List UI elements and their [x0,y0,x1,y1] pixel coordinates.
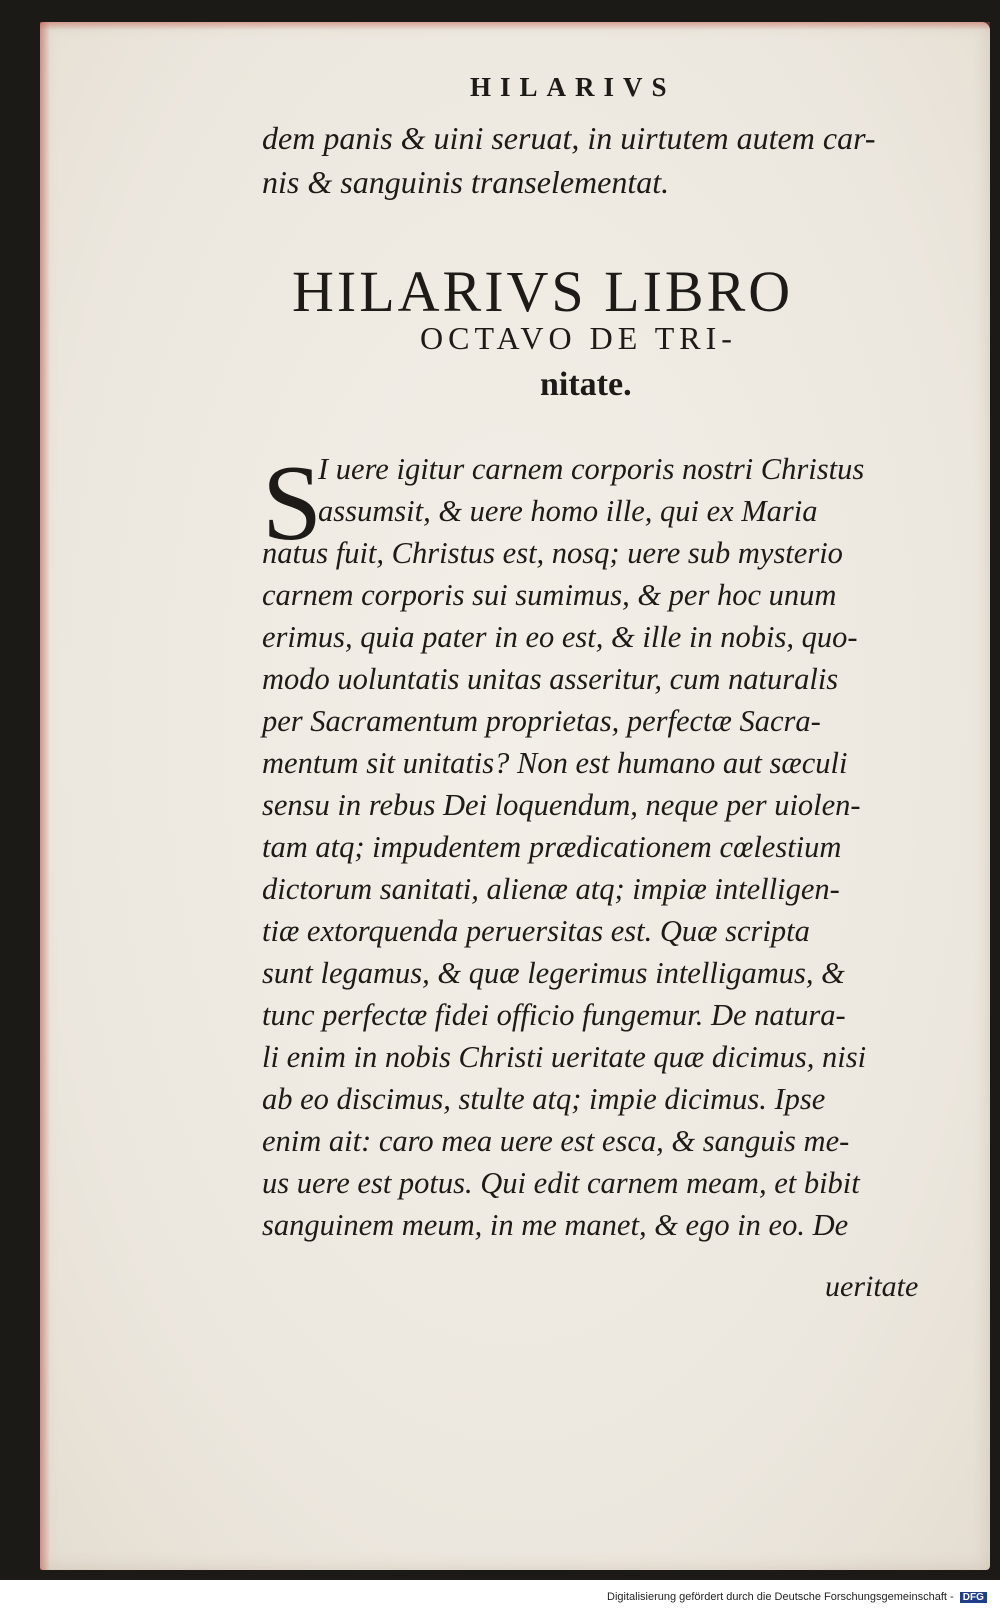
page-edge-stain [40,22,50,1570]
drop-cap: S [262,444,323,563]
catchword: ueritate [825,1270,919,1303]
body-line: sensu in rebus Dei loquendum, neque per uiolen- [262,788,861,822]
body-line: erimus, quia pater in eo est, & ille in nobis, quo- [262,620,858,654]
running-head: HILARIVS [470,72,676,102]
chapter-subtitle-end: nitate. [540,366,632,403]
carryover-line: nis & sanguinis transelementat. [262,164,670,200]
body-line: modo uoluntatis unitas asseritur, cum naturalis [262,662,839,696]
body-line: carnem corporis sui sumimus, & per hoc unum [262,578,837,612]
dfg-logo: DFG [960,1592,987,1603]
body-line: dictorum sanitati, alienæ atq; impiæ intelligen- [262,872,840,906]
credit-text: Digitalisierung gefördert durch die Deutsche Forschungsgemeinschaft - [607,1591,954,1603]
body-line: mentum sit unitatis? Non est humano aut sæculi [262,746,848,780]
page-top-stain [40,22,990,30]
body-line: li enim in nobis Christi ueritate quæ dicimus, nisi [262,1040,867,1074]
body-line: tam atq; impudentem prædicationem cœlestium [262,830,842,864]
body-line: per Sacramentum proprietas, perfectæ Sacra- [262,704,821,738]
carryover-line: dem panis & uini seruat, in uirtutem autem car- [262,120,876,156]
digitization-credit [607,1591,987,1603]
body-line: us uere est potus. Qui edit carnem meam, et bibit [262,1166,860,1200]
body-line: sanguinem meum, in me manet, & ego in eo. De [262,1208,849,1242]
body-line: natus fuit, Christus est, nosq; uere sub mysterio [262,536,843,570]
body-line: enim ait: caro mea uere est esca, & sanguis me- [262,1124,850,1158]
body-line: tunc perfectæ fidei officio fungemur. De natura- [262,998,846,1032]
body-line: I uere igitur carnem corporis nostri Christus [318,452,865,486]
body-line: assumsit, & uere homo ille, qui ex Maria [318,494,818,528]
body-line: tiæ extorquenda peruersitas est. Quæ scripta [262,914,810,948]
body-line: sunt legamus, & quæ legerimus intelligamus, & [262,956,845,990]
chapter-title: HILARIVS LIBRO [292,259,794,324]
body-line: ab eo discimus, stulte atq; impie dicimus. Ipse [262,1082,826,1116]
chapter-subtitle: OCTAVO DE TRI- [420,320,737,356]
